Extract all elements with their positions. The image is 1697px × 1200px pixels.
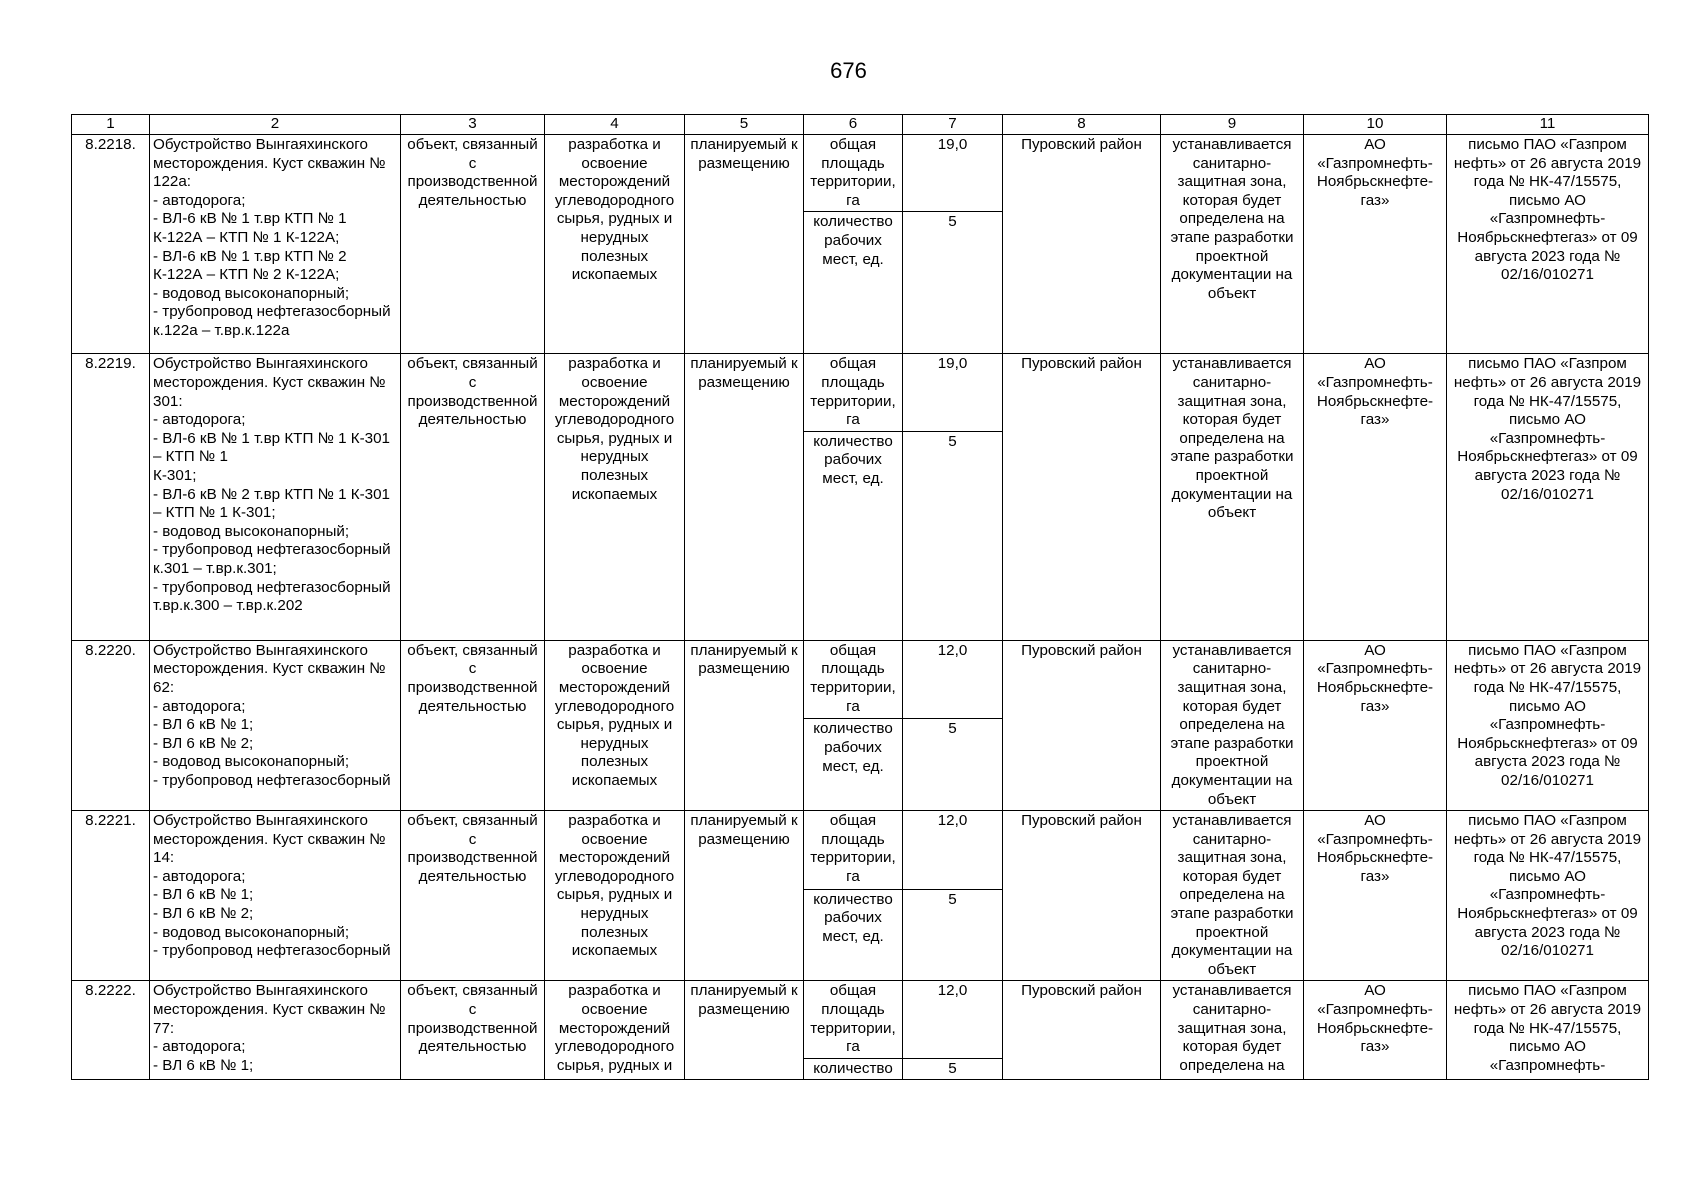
- object-purpose: объект, связанный с производственной деятельностью: [401, 135, 545, 354]
- basis-document: письмо ПАО «Газпром нефть» от 26 августа 2019 года № НК-47/15575, письмо АО «Газпромнефть-Ноябрьскнефтегаз» от 09 августа 2023 года № 02/16/010271: [1447, 354, 1649, 640]
- row-number: 8.2220.: [72, 640, 150, 810]
- zone-description: устанавливается санитарно-защитная зона, которая будет определена на этапе разработки проектной документации на объект: [1161, 640, 1304, 810]
- param-value: 12,0: [903, 981, 1003, 1058]
- row-number: 8.2218.: [72, 135, 150, 354]
- basis-document: письмо ПАО «Газпром нефть» от 26 августа 2019 года № НК-47/15575, письмо АО «Газпромнефть-: [1447, 981, 1649, 1080]
- object-owner: АО «Газпромнефть-Ноябрьскнефте-газ»: [1304, 135, 1447, 354]
- column-header: 11: [1447, 115, 1649, 135]
- object-name: Обустройство Вынгаяхинского месторождения. Куст скважин № 77: - автодорога; - ВЛ 6 кВ № 1;: [150, 981, 401, 1080]
- column-header: 5: [685, 115, 804, 135]
- object-purpose: объект, связанный с производственной деятельностью: [401, 811, 545, 981]
- object-activity: разработка и освоение месторождений углеводородного сырья, рудных и нерудных полезных ископаемых: [545, 354, 685, 640]
- basis-document: письмо ПАО «Газпром нефть» от 26 августа 2019 года № НК-47/15575, письмо АО «Газпромнефть-Ноябрьскнефтегаз» от 09 августа 2023 года № 02/16/010271: [1447, 135, 1649, 354]
- param-value: 12,0: [903, 811, 1003, 890]
- object-activity: разработка и освоение месторождений углеводородного сырья, рудных и нерудных полезных ископаемых: [545, 135, 685, 354]
- zone-description: устанавливается санитарно-защитная зона, которая будет определена на: [1161, 981, 1304, 1080]
- column-header: 8: [1003, 115, 1161, 135]
- param-value: 5: [903, 212, 1003, 354]
- param-label: общая площадь территории, га: [804, 354, 903, 431]
- row-number: 8.2219.: [72, 354, 150, 640]
- object-name: Обустройство Вынгаяхинского месторождения. Куст скважин № 301: - автодорога; - ВЛ-6 кВ № 1 т.вр КТП № 1 К-301 – КТП № 1 К-301; - ВЛ-6 кВ № 2 т.вр КТП № 1 К-301 – КТП № 1 К-301; - водовод высоконапорный; - трубопровод нефтегазосборный к.301 – т.вр.к.301; - трубопровод нефтегазосборный т.вр.к.300 – т.вр.к.202: [150, 354, 401, 640]
- document-table: [71, 114, 1649, 1080]
- object-location: Пуровский район: [1003, 135, 1161, 354]
- param-value: 5: [903, 719, 1003, 811]
- column-header: 3: [401, 115, 545, 135]
- object-activity: разработка и освоение месторождений углеводородного сырья, рудных и: [545, 981, 685, 1080]
- zone-description: устанавливается санитарно-защитная зона, которая будет определена на этапе разработки проектной документации на объект: [1161, 811, 1304, 981]
- param-label: количество: [804, 1058, 903, 1080]
- zone-description: устанавливается санитарно-защитная зона, которая будет определена на этапе разработки проектной документации на объект: [1161, 135, 1304, 354]
- object-location: Пуровский район: [1003, 640, 1161, 810]
- param-label: общая площадь территории, га: [804, 135, 903, 212]
- object-name: Обустройство Вынгаяхинского месторождения. Куст скважин № 62: - автодорога; - ВЛ 6 кВ № 1; - ВЛ 6 кВ № 2; - водовод высоконапорный; - трубопровод нефтегазосборный: [150, 640, 401, 810]
- row-number: 8.2221.: [72, 811, 150, 981]
- zone-description: устанавливается санитарно-защитная зона, которая будет определена на этапе разработки проектной документации на объект: [1161, 354, 1304, 640]
- column-header: 1: [72, 115, 150, 135]
- param-label: общая площадь территории, га: [804, 811, 903, 890]
- param-value: 5: [903, 889, 1003, 981]
- table-row: [72, 811, 1649, 890]
- object-owner: АО «Газпромнефть-Ноябрьскнефте-газ»: [1304, 640, 1447, 810]
- column-header: 4: [545, 115, 685, 135]
- row-number: 8.2222.: [72, 981, 150, 1080]
- param-value: 19,0: [903, 354, 1003, 431]
- object-owner: АО «Газпромнефть-Ноябрьскнефте-газ»: [1304, 981, 1447, 1080]
- page-number: 676: [830, 58, 867, 83]
- table-row: [72, 354, 1649, 431]
- basis-document: письмо ПАО «Газпром нефть» от 26 августа 2019 года № НК-47/15575, письмо АО «Газпромнефть-Ноябрьскнефтегаз» от 09 августа 2023 года № 02/16/010271: [1447, 811, 1649, 981]
- object-status: планируемый к размещению: [685, 135, 804, 354]
- basis-document: письмо ПАО «Газпром нефть» от 26 августа 2019 года № НК-47/15575, письмо АО «Газпромнефть-Ноябрьскнефтегаз» от 09 августа 2023 года № 02/16/010271: [1447, 640, 1649, 810]
- object-owner: АО «Газпромнефть-Ноябрьскнефте-газ»: [1304, 811, 1447, 981]
- param-label: количество рабочих мест, ед.: [804, 889, 903, 981]
- column-header: 7: [903, 115, 1003, 135]
- object-location: Пуровский район: [1003, 354, 1161, 640]
- object-name: Обустройство Вынгаяхинского месторождения. Куст скважин № 14: - автодорога; - ВЛ 6 кВ № 1; - ВЛ 6 кВ № 2; - водовод высоконапорный; - трубопровод нефтегазосборный: [150, 811, 401, 981]
- object-location: Пуровский район: [1003, 811, 1161, 981]
- param-label: количество рабочих мест, ед.: [804, 431, 903, 640]
- object-status: планируемый к размещению: [685, 981, 804, 1080]
- object-status: планируемый к размещению: [685, 640, 804, 810]
- column-header: 2: [150, 115, 401, 135]
- object-name: Обустройство Вынгаяхинского месторождения. Куст скважин № 122а: - автодорога; - ВЛ-6 кВ № 1 т.вр КТП № 1 К-122А – КТП № 1 К-122А; - ВЛ-6 кВ № 1 т.вр КТП № 2 К-122А – КТП № 2 К-122А; - водовод высоконапорный; - трубопровод нефтегазосборный к.122а – т.вр.к.122а: [150, 135, 401, 354]
- param-value: 5: [903, 1058, 1003, 1080]
- object-owner: АО «Газпромнефть-Ноябрьскнефте-газ»: [1304, 354, 1447, 640]
- param-label: общая площадь территории, га: [804, 981, 903, 1058]
- object-status: планируемый к размещению: [685, 811, 804, 981]
- table-body: [72, 115, 1649, 1080]
- param-label: общая площадь территории, га: [804, 640, 903, 719]
- param-value: 12,0: [903, 640, 1003, 719]
- object-activity: разработка и освоение месторождений углеводородного сырья, рудных и нерудных полезных ископаемых: [545, 640, 685, 810]
- object-activity: разработка и освоение месторождений углеводородного сырья, рудных и нерудных полезных ископаемых: [545, 811, 685, 981]
- object-purpose: объект, связанный с производственной деятельностью: [401, 981, 545, 1080]
- object-status: планируемый к размещению: [685, 354, 804, 640]
- object-location: Пуровский район: [1003, 981, 1161, 1080]
- table-row: [72, 135, 1649, 212]
- param-label: количество рабочих мест, ед.: [804, 719, 903, 811]
- object-purpose: объект, связанный с производственной деятельностью: [401, 640, 545, 810]
- param-label: количество рабочих мест, ед.: [804, 212, 903, 354]
- column-header: 6: [804, 115, 903, 135]
- param-value: 19,0: [903, 135, 1003, 212]
- table-header-row: [72, 115, 1649, 135]
- table-row: [72, 640, 1649, 719]
- column-header: 10: [1304, 115, 1447, 135]
- table-row: [72, 981, 1649, 1058]
- object-purpose: объект, связанный с производственной деятельностью: [401, 354, 545, 640]
- param-value: 5: [903, 431, 1003, 640]
- column-header: 9: [1161, 115, 1304, 135]
